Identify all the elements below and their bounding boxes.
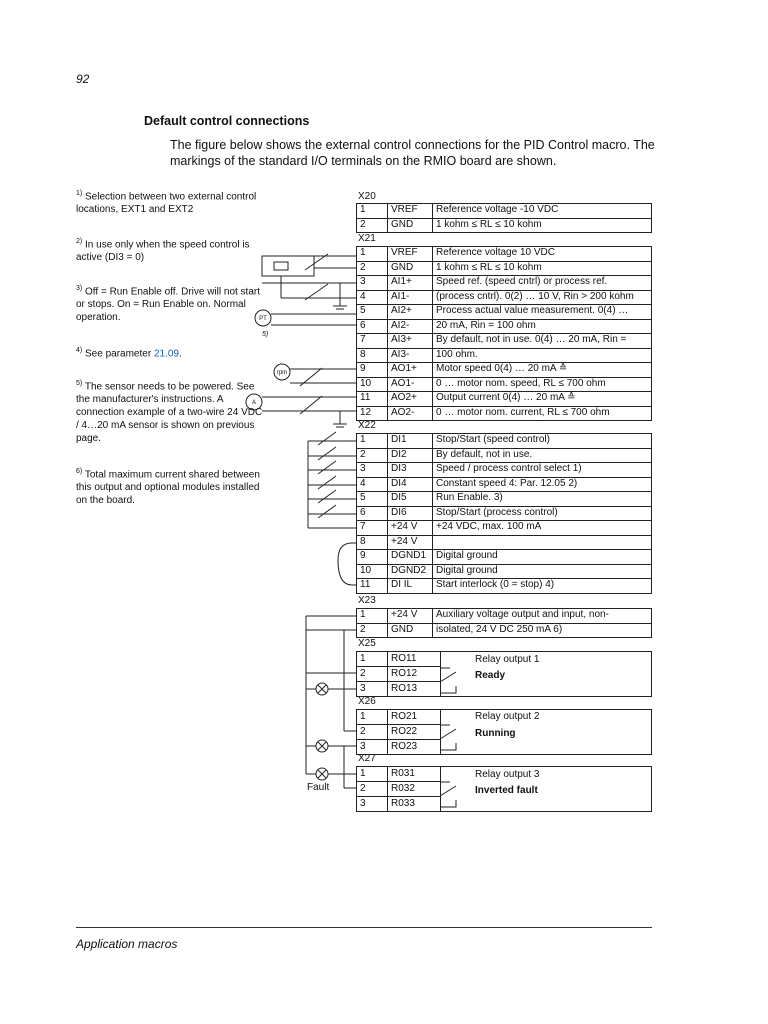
terminal-number: 7 (357, 521, 388, 536)
relay-terminal-row (357, 797, 652, 812)
terminal-signal: DI1 (388, 434, 433, 449)
terminal-row (357, 392, 652, 407)
relay-spacer (441, 725, 652, 740)
terminal-description: Reference voltage 10 VDC (433, 247, 652, 262)
terminal-number: 1 (357, 767, 388, 782)
terminal-row (357, 535, 652, 550)
terminal-number: 9 (357, 363, 388, 378)
terminal-number: 2 (357, 261, 388, 276)
terminal-signal: AI2- (388, 319, 433, 334)
terminal-signal: RO21 (388, 710, 441, 725)
x20-table (356, 203, 652, 233)
terminal-row (357, 204, 652, 219)
footnote-2: $^{2)}$ In use only when the speed control is active (DI3 = 0) (76, 238, 250, 264)
terminal-row (357, 492, 652, 507)
x26-title: X26 (358, 696, 376, 707)
terminal-signal: DI6 (388, 506, 433, 521)
terminal-description: Speed ref. (speed cntrl) or process ref. (433, 276, 652, 291)
x25-title: X25 (358, 638, 376, 649)
terminal-number: 9 (357, 550, 388, 565)
terminal-signal: R032 (388, 782, 441, 797)
relay-spacer (441, 797, 652, 812)
terminal-row (357, 579, 652, 594)
terminal-description: Stop/Start (process control) (433, 506, 652, 521)
terminal-description: Digital ground (433, 564, 652, 579)
terminal-signal: AO1- (388, 377, 433, 392)
terminal-signal: AI3- (388, 348, 433, 363)
relay1-label: Relay output 1 (475, 654, 540, 665)
terminal-signal: R031 (388, 767, 441, 782)
terminal-description: Process actual value measurement. 0(4) … (433, 305, 652, 320)
terminal-description: Auxiliary voltage output and input, non- (433, 609, 652, 624)
terminal-number: 1 (357, 247, 388, 262)
terminal-number: 11 (357, 579, 388, 594)
terminal-signal: DGND2 (388, 564, 433, 579)
relay-spacer (441, 782, 652, 797)
terminal-number: 1 (357, 609, 388, 624)
parameter-link[interactable]: 21.09 (153, 348, 179, 360)
terminal-description: Digital ground (433, 550, 652, 565)
terminal-signal: DI IL (388, 579, 433, 594)
x21-title: X21 (358, 233, 376, 244)
terminal-row (357, 363, 652, 378)
terminal-signal: AO2+ (388, 392, 433, 407)
terminal-description: +24 VDC, max. 100 mA (433, 521, 652, 536)
relay-spacer (441, 652, 652, 667)
terminal-signal: AI1+ (388, 276, 433, 291)
terminal-number: 7 (357, 334, 388, 349)
potentiometer-icon (274, 262, 288, 270)
terminal-number: 3 (357, 276, 388, 291)
relay2-label: Relay output 2 (475, 711, 540, 722)
terminal-description: 1 kohm ≤ RL ≤ 10 kohm (433, 218, 652, 233)
terminal-signal: GND (388, 218, 433, 233)
terminal-signal: AI2+ (388, 305, 433, 320)
terminal-description: Start interlock (0 = stop) 4) (433, 579, 652, 594)
terminal-number: 3 (357, 797, 388, 812)
page-number: 92 (76, 72, 90, 86)
terminal-signal: RO22 (388, 725, 441, 740)
terminal-description: 100 ohm. (433, 348, 652, 363)
terminal-signal: DI5 (388, 492, 433, 507)
terminal-row (357, 334, 652, 349)
terminal-signal: DI2 (388, 448, 433, 463)
relay-terminal-row (357, 682, 652, 697)
intro-paragraph: The figure below shows the external control connections for the PID Control macro. The markings of the standard I/O terminals on the RMIO board are shown. (170, 138, 655, 168)
relay3-state: Inverted fault (475, 785, 538, 796)
terminal-signal: AI1- (388, 290, 433, 305)
terminal-row (357, 348, 652, 363)
terminal-row (357, 247, 652, 262)
terminal-row (357, 305, 652, 320)
terminal-signal: R033 (388, 797, 441, 812)
terminal-number: 2 (357, 782, 388, 797)
terminal-number: 4 (357, 290, 388, 305)
terminal-number: 1 (357, 434, 388, 449)
terminal-signal: +24 V (388, 535, 433, 550)
terminal-number: 12 (357, 406, 388, 421)
terminal-row (357, 550, 652, 565)
x27-title: X27 (358, 753, 376, 764)
terminal-row (357, 218, 652, 233)
terminal-number: 2 (357, 623, 388, 638)
footer-title: Application macros (76, 937, 178, 951)
terminal-number: 3 (357, 682, 388, 697)
terminal-number: 8 (357, 535, 388, 550)
terminal-row (357, 609, 652, 624)
footnote-3: $^{3)}$ Off = Run Enable off. Drive will not start or stops. On = Run Enable on. Normal operation. (76, 285, 261, 324)
terminal-row (357, 448, 652, 463)
x23-title: X23 (358, 595, 376, 606)
relay-spacer (441, 767, 652, 782)
x20-title: X20 (358, 191, 376, 202)
jumper-icon (338, 543, 352, 585)
terminal-signal: VREF (388, 247, 433, 262)
terminal-number: 4 (357, 477, 388, 492)
terminal-number: 10 (357, 377, 388, 392)
terminal-description: Motor speed 0(4) … 20 mA ≙ (433, 363, 652, 378)
terminal-signal: GND (388, 261, 433, 276)
terminal-signal: DI4 (388, 477, 433, 492)
terminal-number: 2 (357, 667, 388, 682)
terminal-description: By default, not in use. (433, 448, 652, 463)
terminal-row (357, 261, 652, 276)
terminal-row (357, 434, 652, 449)
terminal-row (357, 521, 652, 536)
terminal-number: 3 (357, 740, 388, 755)
terminal-signal: AI3+ (388, 334, 433, 349)
terminal-number: 5 (357, 305, 388, 320)
terminal-description: 1 kohm ≤ RL ≤ 10 kohm (433, 261, 652, 276)
terminal-signal: AO2- (388, 406, 433, 421)
terminal-description: (process cntrl). 0(2) … 10 V, Rin > 200 kohm (433, 290, 652, 305)
terminal-description: Speed / process control select 1) (433, 463, 652, 478)
terminal-number: 1 (357, 710, 388, 725)
terminal-signal: +24 V (388, 521, 433, 536)
terminal-number: 1 (357, 652, 388, 667)
ammeter-label: A (251, 400, 257, 406)
terminal-number: 1 (357, 204, 388, 219)
terminal-signal: RO13 (388, 682, 441, 697)
terminal-row (357, 377, 652, 392)
x22-table (356, 433, 652, 594)
footer-divider (76, 927, 652, 928)
footnote-6: $^{6)}$ Total maximum current shared between this output and optional modules installed on the board. (76, 468, 260, 507)
x23-table (356, 608, 652, 638)
pt-label: PT (259, 316, 267, 322)
section-heading: Default control connections (144, 114, 310, 128)
terminal-signal: DI3 (388, 463, 433, 478)
terminal-number: 6 (357, 506, 388, 521)
terminal-signal: VREF (388, 204, 433, 219)
relay-spacer (441, 740, 652, 755)
terminal-description: isolated, 24 V DC 250 mA 6) (433, 623, 652, 638)
sensor-footnote-mark: 5) (262, 331, 269, 338)
terminal-signal: DGND1 (388, 550, 433, 565)
terminal-row (357, 564, 652, 579)
terminal-description: Stop/Start (speed control) (433, 434, 652, 449)
terminal-signal: RO23 (388, 740, 441, 755)
terminal-row (357, 290, 652, 305)
relay-spacer (441, 667, 652, 682)
relay-spacer (441, 682, 652, 697)
terminal-number: 8 (357, 348, 388, 363)
terminal-row (357, 319, 652, 334)
switch-icon (318, 432, 336, 445)
terminal-description: Output current 0(4) … 20 mA ≙ (433, 392, 652, 407)
terminal-description (433, 535, 652, 550)
footnote-4: $^{4)}$ See parameter 21.09. (76, 347, 182, 360)
terminal-description: Run Enable. 3) (433, 492, 652, 507)
terminal-number: 11 (357, 392, 388, 407)
terminal-row (357, 276, 652, 291)
terminal-signal: +24 V (388, 609, 433, 624)
terminal-signal: RO12 (388, 667, 441, 682)
relay2-state: Running (475, 728, 516, 739)
terminal-number: 6 (357, 319, 388, 334)
fault-label: Fault (307, 782, 330, 793)
relay1-state: Ready (475, 670, 506, 681)
terminal-signal: RO11 (388, 652, 441, 667)
terminal-row (357, 623, 652, 638)
terminal-signal: GND (388, 623, 433, 638)
terminal-description: Constant speed 4: Par. 12.05 2) (433, 477, 652, 492)
rpm-label: rpm (276, 370, 288, 376)
x21-table (356, 246, 652, 421)
terminal-signal: AO1+ (388, 363, 433, 378)
terminal-row (357, 463, 652, 478)
terminal-description: 20 mA, Rin = 100 ohm (433, 319, 652, 334)
terminal-number: 3 (357, 463, 388, 478)
terminal-number: 10 (357, 564, 388, 579)
terminal-number: 2 (357, 218, 388, 233)
terminal-number: 5 (357, 492, 388, 507)
relay-spacer (441, 710, 652, 725)
terminal-description: 0 … motor nom. speed, RL ≤ 700 ohm (433, 377, 652, 392)
relay-terminal-row (357, 740, 652, 755)
terminal-description: Reference voltage -10 VDC (433, 204, 652, 219)
relay3-label: Relay output 3 (475, 769, 540, 780)
terminal-row (357, 506, 652, 521)
x22-title: X22 (358, 420, 376, 431)
terminal-description: 0 … motor nom. current, RL ≤ 700 ohm (433, 406, 652, 421)
terminal-number: 2 (357, 725, 388, 740)
terminal-row (357, 477, 652, 492)
terminal-description: By default, not in use. 0(4) … 20 mA, Rin = (433, 334, 652, 349)
footnote-5: $^{5)}$ The sensor needs to be powered. See the manufacturer's instructions. A connection example of a two-wire 24 VDC / 4…20 mA sensor is shown on previous page. (76, 380, 263, 445)
terminal-number: 2 (357, 448, 388, 463)
terminal-row (357, 406, 652, 421)
footnote-1: $^{1)}$ Selection between two external control locations, EXT1 and EXT2 (76, 190, 257, 216)
